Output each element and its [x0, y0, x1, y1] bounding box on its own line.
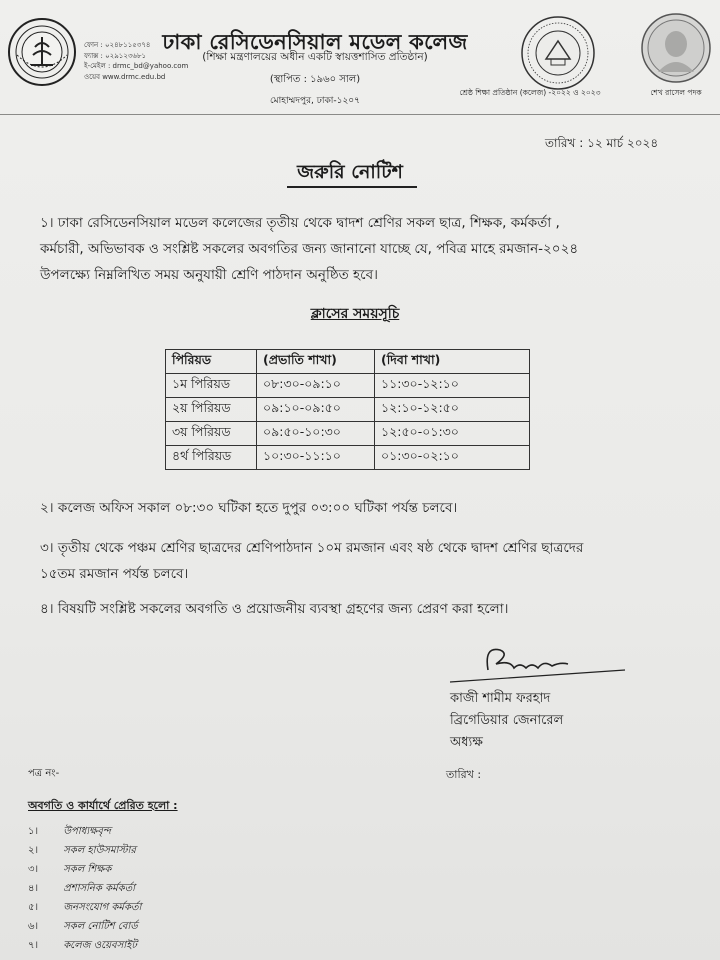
- list-item: [28, 822, 141, 841]
- paragraph-1-line-2: কর্মচারী, অভিভাবক ও সংশ্লিষ্ট সকলের অবগতির জন্য জানানো যাচ্ছে যে, পবিত্র মাহে রমজান-২০২৪: [40, 241, 579, 257]
- list-item-number: ৫।: [28, 902, 39, 913]
- signatory-block: [450, 688, 563, 754]
- table-row: [166, 398, 530, 422]
- day-time-cell: ১১:৩০-১২:১০: [375, 374, 530, 398]
- list-item-number: ৩।: [28, 864, 39, 875]
- list-item: [28, 898, 141, 917]
- day-time-cell: ১২:১০-১২:৫০: [375, 398, 530, 422]
- web-text: ওয়েব www.drmc.edu.bd: [84, 72, 166, 81]
- paragraph-4: ৪। বিষয়টি সংশ্লিষ্ট সকলের অবগতি ও প্রয়োজনীয় ব্যবস্থা গ্রহণের জন্য প্রেরণ করা হলো।: [40, 601, 509, 617]
- title-underline: [287, 186, 417, 188]
- signatory-rank: ব্রিগেডিয়ার জেনারেল: [450, 713, 564, 728]
- paragraph-1-line-3: উপলক্ষ্যে নিম্নলিখিত সময় অনুযায়ী শ্রেণি পাঠদান অনুষ্ঠিত হবে।: [40, 267, 378, 283]
- award-seal-icon: [520, 15, 596, 91]
- reference-number: পত্র নং-: [28, 768, 60, 779]
- paragraph-3-line-1: ৩। তৃতীয় থেকে পঞ্চম শ্রেণির ছাত্রদের শ্রেণিপাঠদান ১০ম রমজান এবং ষষ্ঠ থেকে দ্বাদশ শ্রেণির ছাত্রদের: [40, 540, 584, 556]
- college-established: (স্থাপিত : ১৯৬০ সাল): [269, 74, 361, 85]
- list-item-text: সকল শিক্ষক: [63, 864, 112, 875]
- college-address: মোহাম্মদপুর, ঢাকা-১২০৭: [269, 96, 361, 106]
- notice-title: জরুরি নোটিশ: [297, 161, 403, 183]
- list-item: [28, 841, 141, 860]
- paragraph-3-line-2: ১৫তম রমজান পর্যন্ত চলবে।: [40, 566, 189, 582]
- copy-to-list: [28, 822, 141, 955]
- list-item-text: প্রশাসনিক কর্মকর্তা: [63, 883, 136, 894]
- list-item-number: ৭।: [28, 940, 39, 951]
- list-item-number: ৪।: [28, 883, 39, 894]
- day-time-cell: ০১:৩০-০২:১০: [375, 446, 530, 470]
- morning-time-cell: ০৮:৩০-০৯:১০: [257, 374, 375, 398]
- paragraph-1-line-1: ১। ঢাকা রেসিডেনসিয়াল মডেল কলেজের তৃতীয় থেকে দ্বাদশ শ্রেণির সকল ছাত্র, শিক্ষক, কর্মকর্তা ,: [40, 215, 560, 231]
- table-row: [166, 374, 530, 398]
- header-morning-shift: (প্রভাতি শাখা): [257, 350, 375, 374]
- day-time-cell: ১২:৫০-০১:৩০: [375, 422, 530, 446]
- list-item-text: উপাধ্যক্ষবৃন্দ: [63, 826, 111, 837]
- list-item-number: ১।: [28, 826, 39, 837]
- list-item: [28, 879, 141, 898]
- college-logo-icon: [7, 17, 77, 87]
- period-cell: ২য় পিরিয়ড: [166, 398, 257, 422]
- list-item-text: জনসংযোগ কর্মকর্তা: [63, 902, 142, 913]
- list-item: [28, 917, 141, 936]
- list-item-text: সকল হাউসমাস্টার: [63, 845, 136, 856]
- list-item: [28, 860, 141, 879]
- college-name: ঢাকা রেসিডেনসিয়াল মডেল কলেজ: [162, 30, 468, 54]
- list-item-number: ৬।: [28, 921, 39, 932]
- reference-date-label: তারিখ :: [446, 768, 482, 781]
- copy-to-title: অবগতি ও কার্যার্থে প্রেরিত হলো :: [28, 799, 178, 812]
- notice-date: তারিখ : ১২ মার্চ ২০২৪: [545, 136, 659, 150]
- period-cell: ৩য় পিরিয়ড: [166, 422, 257, 446]
- table-row: [166, 446, 530, 470]
- period-cell: ৪র্থ পিরিয়ড: [166, 446, 257, 470]
- phone-text: ফোন : ০২৪৮১১৫৩৭৪: [84, 41, 151, 49]
- class-schedule-table: [165, 349, 530, 470]
- list-item-number: ২।: [28, 845, 39, 856]
- list-item-text: সকল নোটিশ বোর্ড: [63, 921, 138, 932]
- paragraph-2: ২। কলেজ অফিস সকাল ০৮:৩০ ঘটিকা হতে দুপুর ০৩:০০ ঘটিকা পর্যন্ত চলবে।: [40, 500, 458, 516]
- header-period: পিরিয়ড: [166, 350, 257, 374]
- header-divider: [0, 114, 720, 115]
- list-item-text: কলেজ ওয়েবসাইট: [63, 940, 137, 951]
- header-day-shift: (দিবা শাখা): [375, 350, 530, 374]
- morning-time-cell: ১০:৩০-১১:১০: [257, 446, 375, 470]
- morning-time-cell: ০৯:৫০-১০:৩০: [257, 422, 375, 446]
- college-subtitle: (শিক্ষা মন্ত্রণালয়ের অধীন একটি স্বায়ত্তশাসিত প্রতিষ্ঠান): [202, 51, 428, 63]
- list-item: [28, 936, 141, 955]
- schedule-title: ক্লাসের সময়সূচি: [310, 306, 400, 322]
- paragraph-1: [40, 210, 680, 288]
- signatory-designation: অধ্যক্ষ: [450, 735, 483, 750]
- signatory-name: কাজী শামীম ফরহাদ: [450, 691, 551, 706]
- table-row: [166, 422, 530, 446]
- medal-caption: শেখ রাসেল পদক: [650, 88, 702, 97]
- sheikh-russel-medal-icon: [640, 12, 712, 84]
- morning-time-cell: ০৯:১০-০৯:৫০: [257, 398, 375, 422]
- period-cell: ১ম পিরিয়ড: [166, 374, 257, 398]
- award-caption: শ্রেষ্ঠ শিক্ষা প্রতিষ্ঠান (কলেজ) -২০২২ ও ২০২৩: [459, 88, 601, 97]
- signature-mark: [440, 640, 630, 685]
- fax-text: ফ্যাক্স : ০২৯১২৩৬৮১: [84, 51, 147, 60]
- email-text: ই-মেইল : drmc_bd@yahoo.com: [84, 62, 189, 70]
- paragraph-3: [40, 535, 680, 587]
- table-header-row: [166, 350, 530, 374]
